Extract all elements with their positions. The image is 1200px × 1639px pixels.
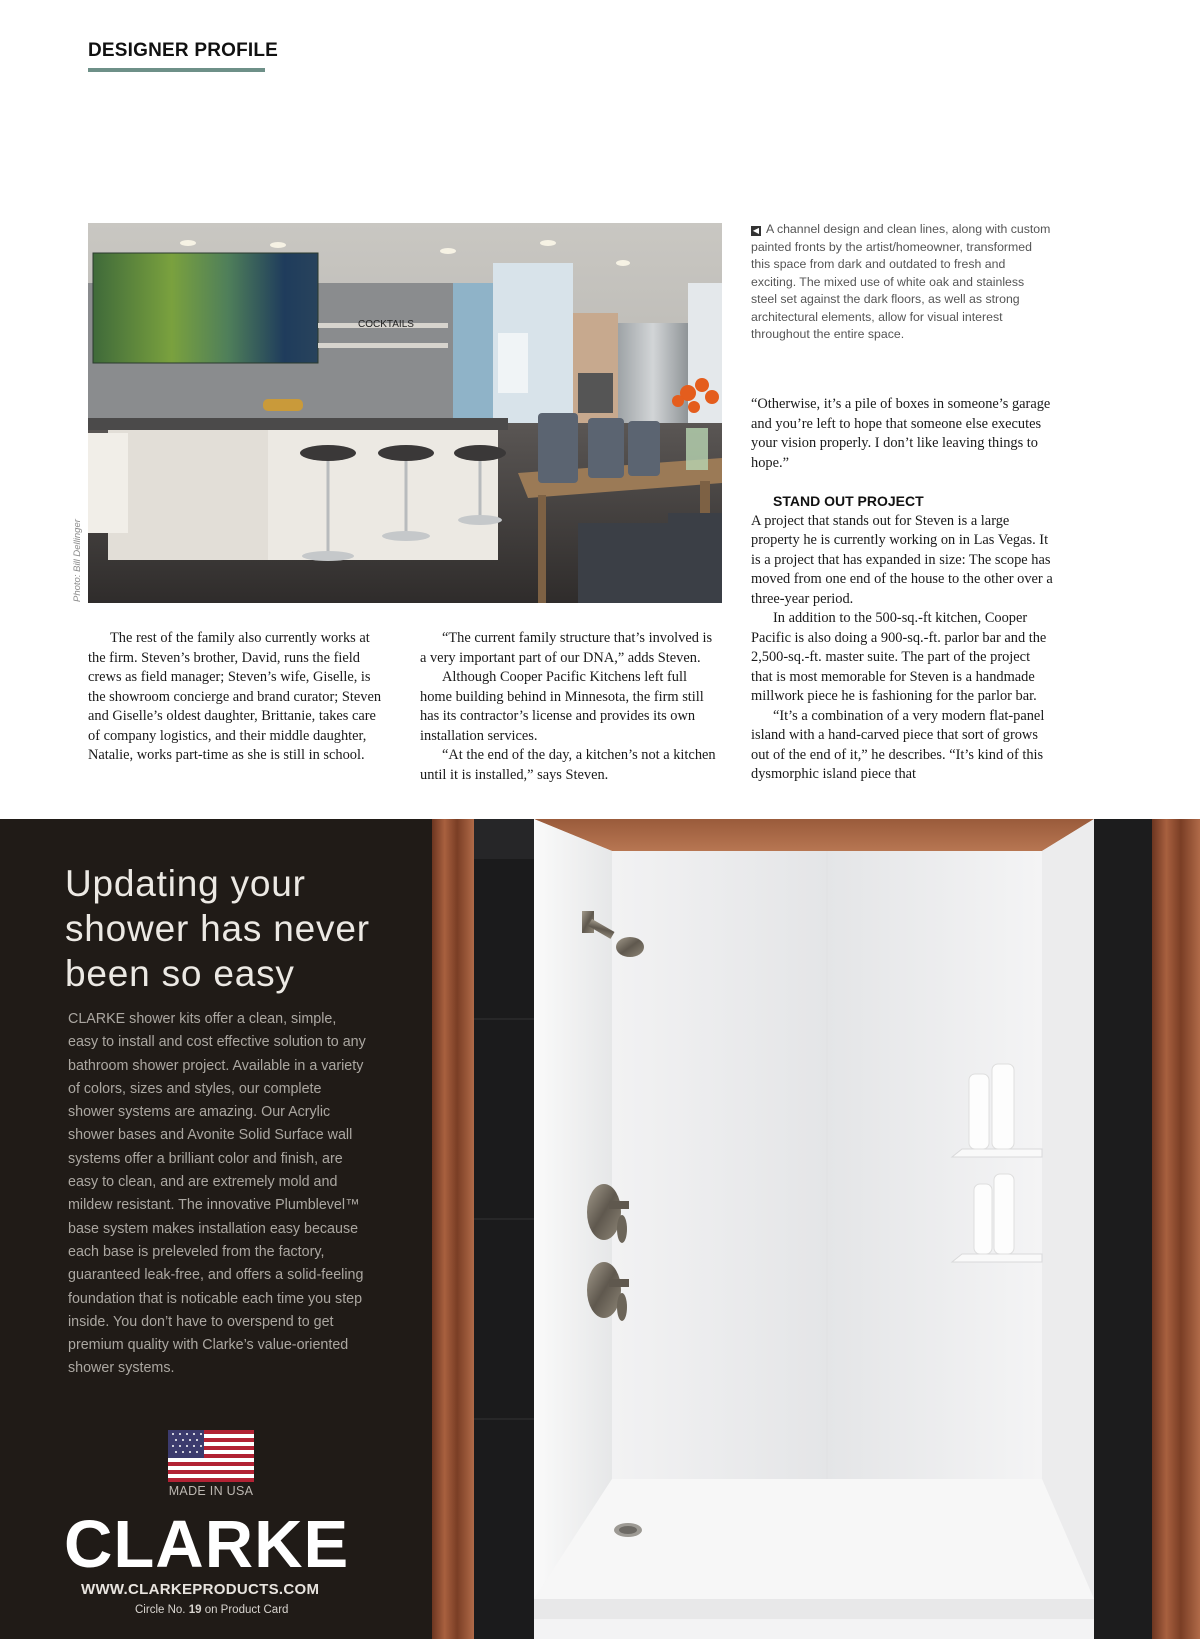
paragraph: Although Cooper Pacific Kitchens left full home building behind in Minnesota, the firm still has its contractor’s license and provides its own installation services. bbox=[420, 669, 704, 744]
us-flag-icon bbox=[168, 1430, 254, 1482]
paragraph: A project that stands out for Steven is a large property he is currently working on in Las Vegas. It is a project that has expanded in size: The scope has moved from one end of the house to the other over a three-year period. bbox=[751, 512, 1053, 607]
website-url[interactable]: WWW.CLARKEPRODUCTS.COM bbox=[81, 1581, 320, 1598]
pull-quote: “Otherwise, it’s a pile of boxes in someone’s garage and you’re left to hope that someone else executes your vision properly. I don’t like leaving things to hope.” bbox=[751, 396, 1051, 471]
made-in-usa-label: MADE IN USA bbox=[168, 1484, 254, 1498]
paragraph: “It’s a combination of a very modern flat-panel island with a hand-carved piece that sort of grows out of the end of it,” he describes. “It’s kind of this dysmorphic island piece that bbox=[751, 707, 1045, 782]
cocktails-sign: COCKTAILS bbox=[358, 319, 414, 330]
article-column-1 bbox=[88, 629, 385, 766]
paragraph: “At the end of the day, a kitchen’s not a kitchen until it is installed,” says Steven. bbox=[420, 747, 716, 783]
section-underline bbox=[88, 68, 265, 72]
product-card-note bbox=[135, 1604, 315, 1616]
ad-body: CLARKE shower kits offer a clean, simple, easy to install and cost effective solution to any bathroom shower project. Available in a variety of colors, sizes and styles, our complete shower systems are amazing. Our Acrylic shower bases and Avonite Solid Surface wall systems offer a brilliant color and finish, are easy to clean, and are extremely mold and mildew resistant. The innovative Plumblevel™ base system makes installation easy because each base is preleveled from the factory, guaranteed leak-free, and offers a solid-feeling foundation that is noticable each time you step inside. You don’t have to overspend to get premium quality with Clarke’s value-oriented shower systems. bbox=[68, 1011, 366, 1377]
photo-credit: Photo: Bill Dellinger bbox=[72, 519, 83, 602]
photo-caption bbox=[751, 221, 1051, 344]
circle-number: 19 bbox=[188, 1604, 202, 1616]
clarke-logo: CLARKE bbox=[64, 1507, 350, 1582]
circle-prefix: Circle No. bbox=[135, 1604, 186, 1616]
caption-arrow-icon: ◀ bbox=[752, 226, 760, 235]
caption-text: A channel design and clean lines, along with custom painted fronts by the artist/homeowner, transformed this space from dark and outdated to fresh and exciting. The mixed use of white oak and stainless steel set against the dark floors, as well as strong architectural elements, allow for visual interest throughout the entire space. bbox=[751, 222, 1051, 341]
paragraph: “The current family structure that’s involved is a very important part of our DNA,” adds Steven. bbox=[420, 630, 713, 666]
shower-photo bbox=[432, 819, 1200, 1639]
circle-suffix: on Product Card bbox=[204, 1604, 289, 1616]
subhead: STAND OUT PROJECT bbox=[773, 493, 924, 509]
section-label: DESIGNER PROFILE bbox=[88, 40, 279, 61]
paragraph: The rest of the family also currently works at the firm. Steven’s brother, David, runs the field crews as field manager; Steven’s wife, Giselle, is the showroom concierge and brand curator; Steven and Giselle’s oldest daughter, Brittanie, takes care of company logistics, and their middle daughter, Natalie, works part-time as she is still in school. bbox=[88, 630, 382, 763]
kitchen-photo bbox=[88, 223, 722, 603]
article-column-3 bbox=[751, 395, 1054, 785]
article-column-2 bbox=[420, 629, 722, 785]
clarke-advertisement bbox=[0, 819, 1200, 1639]
paragraph: In addition to the 500-sq.-ft kitchen, Cooper Pacific is also doing a 900-sq.-ft. parlor bar and the 2,500-sq.-ft. master suite. The part of the project that is most memorable for Steven is a handmade millwork piece he is fashioning for the parlor bar. bbox=[751, 610, 1047, 704]
ad-headline: Updating your shower has never been so easy bbox=[65, 863, 370, 994]
